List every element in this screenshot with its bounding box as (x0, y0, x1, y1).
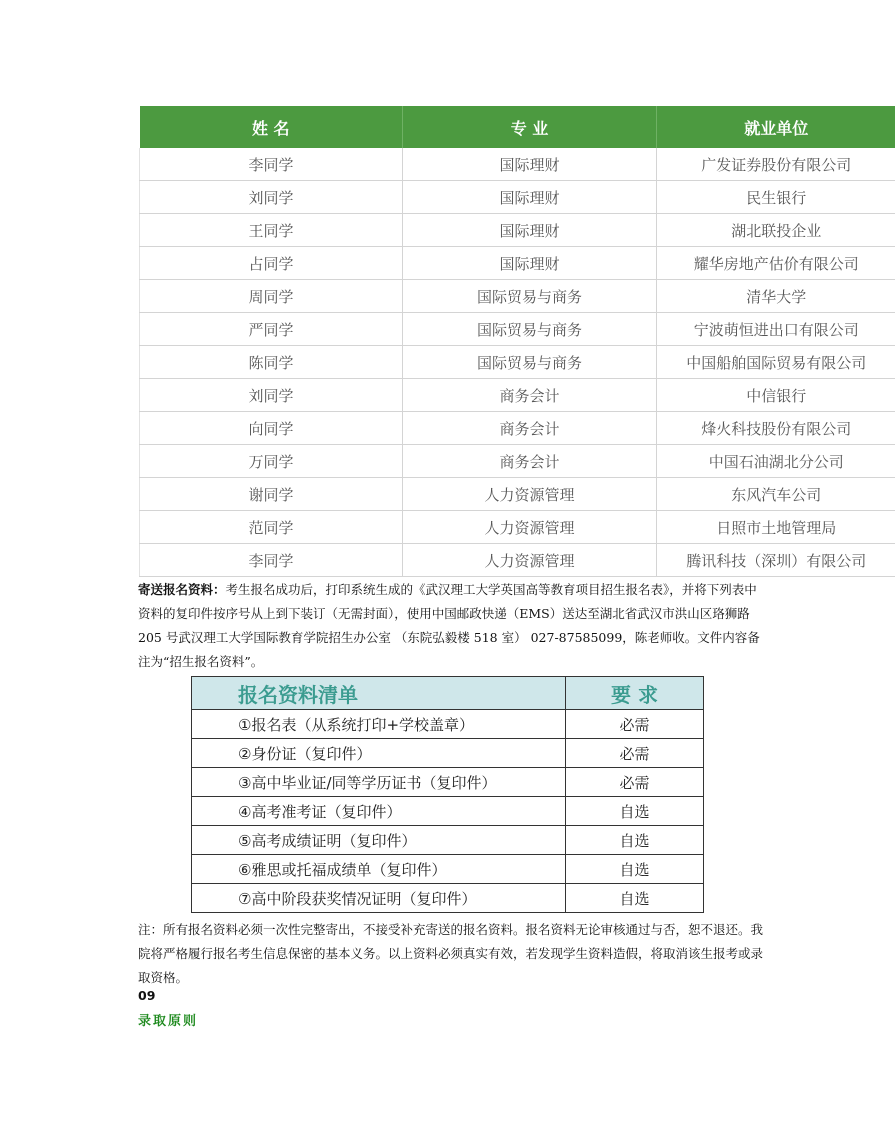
student-name-cell: 刘同学 (140, 379, 403, 412)
table-row (140, 412, 895, 445)
major-cell: 人力资源管理 (403, 511, 657, 544)
employer-cell: 清华大学 (657, 280, 895, 313)
employer-cell: 腾讯科技（深圳）有限公司 (657, 544, 895, 577)
employer-cell: 中国石油湖北分公司 (657, 445, 895, 478)
student-name-cell: 向同学 (140, 412, 403, 445)
student-name-cell: 陈同学 (140, 346, 403, 379)
employer-cell: 日照市土地管理局 (657, 511, 895, 544)
employer-cell: 民生银行 (657, 181, 895, 214)
material-cell: ⑦高中阶段获奖情况证明（复印件） (192, 884, 566, 913)
major-cell: 国际贸易与商务 (403, 346, 657, 379)
student-name-cell: 万同学 (140, 445, 403, 478)
checklist-header-row (192, 677, 704, 710)
table-row (140, 280, 895, 313)
material-cell: ⑤高考成绩证明（复印件） (192, 826, 566, 855)
header-name: 姓 名 (140, 106, 403, 148)
requirement-cell: 自选 (566, 797, 704, 826)
major-cell: 商务会计 (403, 445, 657, 478)
table-row (192, 710, 704, 739)
major-cell: 商务会计 (403, 412, 657, 445)
employment-header-row (140, 106, 895, 148)
table-row (140, 478, 895, 511)
student-name-cell: 严同学 (140, 313, 403, 346)
checklist-table (191, 676, 704, 913)
table-row (140, 181, 895, 214)
note-paragraph: 注：所有报名资料必须一次性完整寄出，不接受补充寄送的报名资料。报名资料无论审核通过与否，恕不退还。我院将严格履行报名考生信息保密的基本义务。以上资料必须真实有效，若发现学生资料造假，将取消该生报考或录取资格。 (138, 922, 764, 985)
student-name-cell: 范同学 (140, 511, 403, 544)
major-cell: 国际贸易与商务 (403, 313, 657, 346)
material-cell: ④高考准考证（复印件） (192, 797, 566, 826)
table-row (140, 313, 895, 346)
header-major: 专 业 (403, 106, 657, 148)
student-name-cell: 刘同学 (140, 181, 403, 214)
student-name-cell: 占同学 (140, 247, 403, 280)
table-row (140, 346, 895, 379)
table-row (140, 247, 895, 280)
table-row (140, 379, 895, 412)
requirement-cell: 自选 (566, 855, 704, 884)
major-cell: 人力资源管理 (403, 478, 657, 511)
mailing-paragraph (138, 578, 768, 674)
header-requirement: 要 求 (566, 677, 704, 710)
table-row (192, 826, 704, 855)
major-cell: 国际理财 (403, 181, 657, 214)
table-row (192, 884, 704, 913)
employer-cell: 东风汽车公司 (657, 478, 895, 511)
header-materials: 报名资料清单 (192, 677, 566, 710)
mailing-lead: 寄送报名资料： (138, 582, 226, 597)
employer-cell: 广发证券股份有限公司 (657, 148, 895, 181)
major-cell: 国际贸易与商务 (403, 280, 657, 313)
requirement-cell: 必需 (566, 710, 704, 739)
material-cell: ③高中毕业证/同等学历证书（复印件） (192, 768, 566, 797)
table-row (140, 148, 895, 181)
material-cell: ⑥雅思或托福成绩单（复印件） (192, 855, 566, 884)
student-name-cell: 李同学 (140, 148, 403, 181)
major-cell: 商务会计 (403, 379, 657, 412)
table-row (140, 544, 895, 577)
table-row (140, 214, 895, 247)
requirement-cell: 自选 (566, 826, 704, 855)
requirement-cell: 必需 (566, 768, 704, 797)
material-cell: ①报名表（从系统打印+学校盖章） (192, 710, 566, 739)
material-cell: ②身份证（复印件） (192, 739, 566, 768)
table-row (140, 445, 895, 478)
table-row (192, 768, 704, 797)
table-row (192, 739, 704, 768)
employment-table (139, 106, 895, 577)
mailing-text: 考生报名成功后，打印系统生成的《武汉理工大学英国高等教育项目招生报名表》，并将下列表中资料的复印件按序号从上到下装订（无需封面），使用中国邮政快递（EMS）送达至湖北省武汉市洪山区珞狮路 205 号武汉理工大学国际教育学院招生办公室 （东院弘毅楼 518 室） 027-87585099，陈老师收。文件内容备注为“招生报名资料”。 (138, 582, 760, 669)
major-cell: 国际理财 (403, 148, 657, 181)
table-row (192, 855, 704, 884)
table-row (192, 797, 704, 826)
table-row (140, 511, 895, 544)
student-name-cell: 李同学 (140, 544, 403, 577)
requirement-cell: 必需 (566, 739, 704, 768)
section-heading: 录取原则 (138, 1014, 199, 1029)
major-cell: 国际理财 (403, 247, 657, 280)
student-name-cell: 谢同学 (140, 478, 403, 511)
student-name-cell: 王同学 (140, 214, 403, 247)
requirement-cell: 自选 (566, 884, 704, 913)
header-employer: 就业单位 (657, 106, 895, 148)
employer-cell: 烽火科技股份有限公司 (657, 412, 895, 445)
major-cell: 人力资源管理 (403, 544, 657, 577)
student-name-cell: 周同学 (140, 280, 403, 313)
employer-cell: 湖北联投企业 (657, 214, 895, 247)
employer-cell: 中信银行 (657, 379, 895, 412)
employer-cell: 耀华房地产估价有限公司 (657, 247, 895, 280)
major-cell: 国际理财 (403, 214, 657, 247)
employer-cell: 中国船舶国际贸易有限公司 (657, 346, 895, 379)
section-number: 09 (138, 988, 156, 1003)
employer-cell: 宁波萌恒进出口有限公司 (657, 313, 895, 346)
